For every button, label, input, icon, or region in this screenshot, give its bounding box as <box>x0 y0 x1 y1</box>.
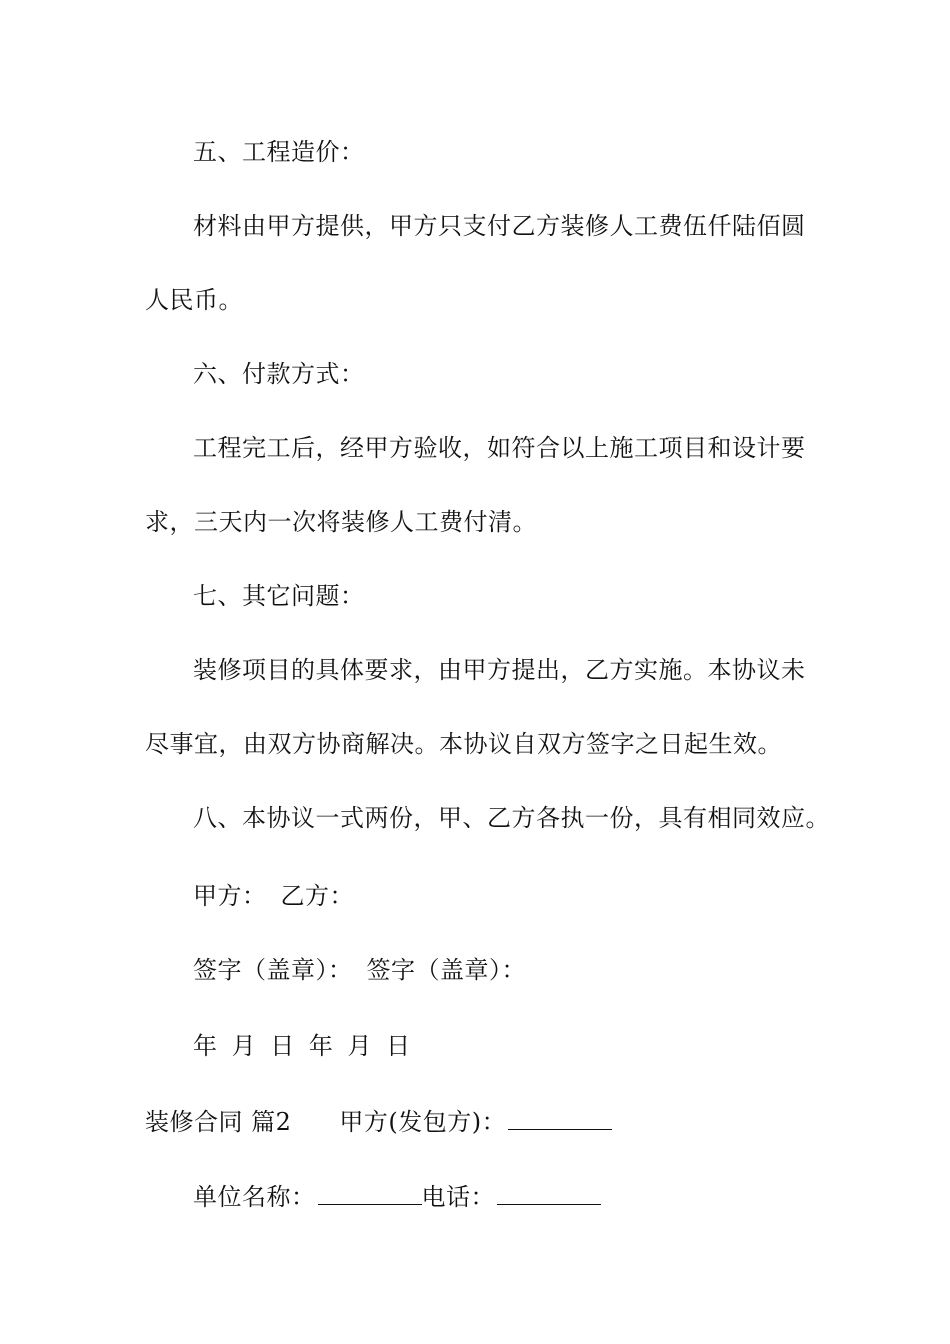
section-5-heading: 五、工程造价： <box>193 138 365 166</box>
phone-label: 电话： <box>421 1183 495 1211</box>
party-a-blank <box>508 1107 612 1130</box>
unit-name-blank <box>318 1182 422 1205</box>
section-5-text-line-2: 人民币。 <box>145 286 243 314</box>
date-a: 年 月 日 <box>193 1032 295 1060</box>
signature-parties-row <box>193 881 354 911</box>
date-b: 年 月 日 <box>308 1032 411 1060</box>
party-a-contractor-label: 甲方(发包方)： <box>339 1108 507 1136</box>
section-7-text-line-2: 尽事宜，由双方协商解决。本协议自双方签字之日起生效。 <box>145 730 782 758</box>
signature-seal-row <box>193 955 526 985</box>
section-8-text: 八、本协议一式两份，甲、乙方各执一份，具有相同效应。 <box>193 804 830 832</box>
section-6-text-line-1: 工程完工后，经甲方验收，如符合以上施工项目和设计要 <box>193 434 806 462</box>
signature-date-row <box>193 1031 411 1061</box>
party-b-label: 乙方： <box>280 882 354 910</box>
phone-blank <box>497 1182 601 1205</box>
sign-b-label: 签字（盖章）： <box>366 956 526 984</box>
section-7-heading: 七、其它问题： <box>193 582 365 610</box>
sign-a-label: 签字（盖章）： <box>193 956 353 984</box>
contract-2-heading: 装修合同 篇2 <box>145 1108 292 1136</box>
contract-2-heading-row <box>145 1107 612 1137</box>
section-6-heading: 六、付款方式： <box>193 360 365 388</box>
section-5-text-line-1: 材料由甲方提供，甲方只支付乙方装修人工费伍仟陆佰圆 <box>193 212 806 240</box>
section-6-text-line-2: 求，三天内一次将装修人工费付清。 <box>145 508 537 536</box>
unit-info-row <box>193 1182 601 1212</box>
section-7-text-line-1: 装修项目的具体要求，由甲方提出，乙方实施。本协议未 <box>193 656 806 684</box>
unit-name-label: 单位名称： <box>193 1183 316 1211</box>
party-a-label: 甲方： <box>193 882 267 910</box>
